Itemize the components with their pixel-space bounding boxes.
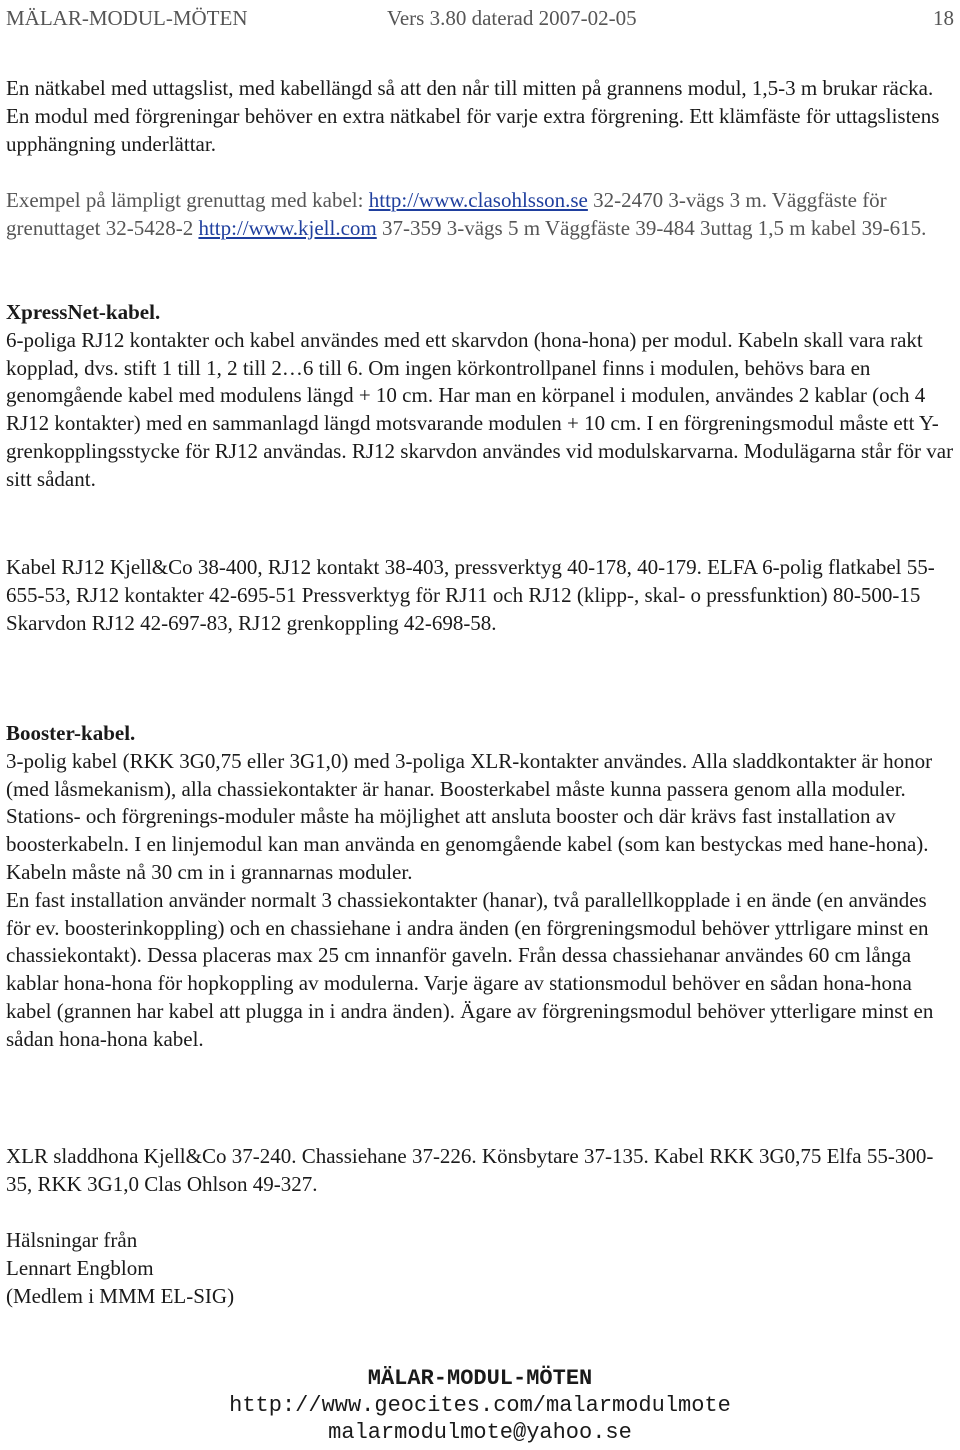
header-title: MÄLAR-MODUL-MÖTEN (6, 6, 248, 30)
booster-text-2: En fast installation använder normalt 3 chassiekontakter (hanar), två parallellkopplade i en ände (en användes för ev. boosterinkoppling) och en chassiehane i andra änden (en förgreningsmodul behöver yttrligare minst en chassiekontakt). Dessa placeras max 25 cm innanför gaveln. Från dessa chassiehanar användes 60 cm långa kablar hona-hona för hopkoppling av modulerna. Varje ägare av stationsmodul behöver en sådan hona-hona kabel (grannen har kabel att plugga in i andra änden). Ägare av förgreningsmodul behöver ytterligare minst en sådan hona-hona kabel. (6, 887, 934, 1051)
page-footer (0, 1365, 960, 1446)
xpressnet-heading: XpressNet-kabel. (6, 300, 161, 324)
page-header (6, 6, 954, 32)
page-number: 18 (933, 6, 954, 30)
signature-membership: (Medlem i MMM EL-SIG) (6, 1283, 235, 1308)
signature-greeting: Hälsningar från (6, 1228, 138, 1252)
xpressnet-text: 6-poliga RJ12 kontakter och kabel användes med ett skarvdon (hona-hona) per modul. Kabeln skall vara rakt kopplad, dvs. stift 1 till 1, 2 till 2…6 till 6. Om ingen körkontrollpanel finns i modulen, behövs bara en genomgående kabel med modulens längd + 10 cm. Har man en körpanel i modulen, användes 2 kablar (och 4 RJ12 kontakter) med en sammanlagd längd motsvarande modulen + 10 cm. I en förgreningsmodul måste ett Y-grenkopplingsstycke för RJ12 användas. RJ12 skarvdon användes vid modulskarvarna. Modulägarna står för var sitt sådant. (6, 327, 954, 491)
signature (6, 1227, 954, 1310)
footer-email[interactable]: malarmodulmote@yahoo.se (328, 1420, 632, 1445)
example-suffix: 37-359 3-vägs 5 m Väggfäste 39-484 3uttag 1,5 m kabel 39-615. (376, 215, 927, 240)
xpressnet-parts (6, 554, 954, 637)
booster-parts (6, 1143, 954, 1199)
kjell-link[interactable]: http://www.kjell.com (198, 215, 377, 240)
clasohlsson-link[interactable]: http://www.clasohlsson.se (368, 188, 588, 212)
booster-heading: Booster-kabel. (6, 721, 136, 745)
example-text (6, 187, 954, 243)
intro-text: En nätkabel med uttagslist, med kabellängd så att den når till mitten på grannens modul, 1,5-3 m brukar räcka. En modul med förgreningar behöver en extra nätkabel för varje extra förgrening. Ett klämfäste för uttagslistens upphängning underlättar. (6, 76, 940, 156)
header-version: Vers 3.80 daterad 2007-02-05 (387, 6, 637, 30)
xpressnet-parts-text: Kabel RJ12 Kjell&Co 38-400, RJ12 kontakt 38-403, pressverktyg 40-178, 40-179. ELFA 6-polig flatkabel 55-655-53, RJ12 kontakter 42-695-51 Pressverktyg för RJ11 och RJ12 (klipp-, skal- o pressfunktion) 80-500-15 Skarvdon RJ12 42-697-83, RJ12 grenkoppling 42-698-58. (6, 555, 935, 635)
footer-url[interactable]: http://www.geocites.com/malarmodulmote (229, 1393, 731, 1418)
booster-parts-text: XLR sladdhona Kjell&Co 37-240. Chassiehane 37-226. Könsbytare 37-135. Kabel RKK 3G0,75 Elfa 55-300-35, RKK 3G1,0 Clas Ohlson 49-327. (6, 1144, 934, 1196)
example-mid: 32-2470 3-vägs 3 m. Väggfäste för grenuttaget 32-5428-2 (6, 188, 887, 240)
example-paragraph (6, 187, 954, 243)
example-prefix: Exempel på lämpligt grenuttag med kabel: (6, 188, 369, 212)
intro-paragraph (6, 75, 954, 158)
signature-name: Lennart Engblom (6, 1255, 154, 1280)
xpressnet-section (6, 299, 954, 494)
booster-text-1: 3-polig kabel (RKK 3G0,75 eller 3G1,0) med 3-poliga XLR-kontakter användes. Alla sladdkontakter är honor (med låsmekanism), alla chassiekontakter är hanar. Boosterkabel måste kunna passera genom alla moduler. Stations- och förgrenings-moduler måste ha möjlighet att ansluta booster och där krävs fast installation av boosterkabeln. I en linjemodul kan man använda en genomgående kabel (som kan bestyckas med hane-hona). Kabeln måste nå 30 cm in i grannarnas moduler. (6, 748, 933, 884)
booster-section (6, 720, 954, 1054)
footer-title: MÄLAR-MODUL-MÖTEN (367, 1366, 593, 1391)
